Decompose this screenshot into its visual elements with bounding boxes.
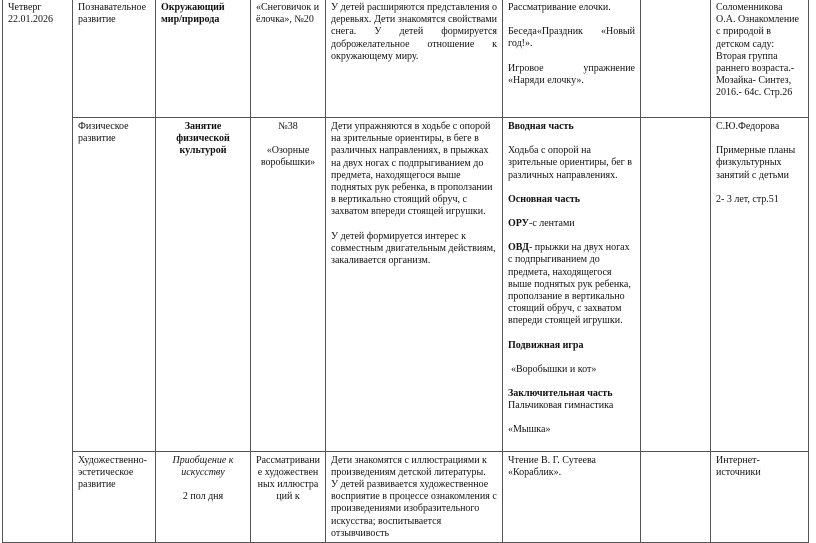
date: 22.01.2026 (8, 14, 53, 26)
topic-number: №38 (278, 121, 298, 132)
work-cell (503, 0, 641, 118)
section-text: Пальчиковая гимнастика (508, 400, 614, 412)
extra-cell (641, 118, 711, 452)
ovd-label: ОВД (508, 242, 529, 254)
ovd-text: - прыжки на двух ногах с подпрыгиванием до предмета, находящегося выше поднятых рук ребенка, проползание в вертикально стоящий обруч, с захватом впереди стоящей игрушки. (508, 242, 631, 327)
section-text: Ходьба с опорой на зрительные ориентиры, бег в различных направлениях. (508, 145, 632, 181)
activity-cell (156, 451, 251, 542)
goal-text: У детей формируется интерес к совместным двигательным действиям, закаливается организм. (331, 230, 496, 267)
section-title: Подвижная игра (508, 339, 584, 351)
work-item: Рассматривание елочки. (508, 2, 611, 13)
activity-title: Приобщение к искусству (172, 454, 234, 478)
source-cell: Соломенникова О.А. Ознакомление с природой в детском саду: Вторая группа раннего возраста.- Мозайка- Синтез, 2016.- 64с. Стр.26 (711, 0, 809, 118)
day-cell (3, 0, 73, 543)
section-text: «Мышка» (508, 424, 551, 436)
work-item: Игровое упражнение «Наряди елочку». (508, 62, 635, 86)
source-line: С.Ю.Федорова (716, 121, 780, 132)
topic-cell: «Снеговичок и ёлочка», №20 (251, 0, 326, 118)
area-cell: Познавательное развитие (73, 0, 156, 118)
work-cell (503, 118, 641, 452)
area-cell: Физическое развитие (73, 118, 156, 452)
section-title: Основная часть (508, 193, 581, 205)
lesson-plan-table (2, 0, 809, 543)
extra-cell (641, 0, 711, 118)
goals-cell (326, 451, 503, 542)
activity-cell: Окружающий мир/природа (156, 0, 251, 118)
activity-time: 2 пол дня (182, 491, 224, 503)
goal-text: У детей расширяются представления о деревьях. Дети знакомятся свойствами снега. У детей формируется доброжелательное отношение к окружающему миру. (331, 2, 497, 62)
oru-text: -с лентами (528, 218, 575, 230)
source-line: 2- 3 лет, стр.51 (716, 193, 779, 205)
section-title: Заключительная часть (508, 388, 613, 400)
topic-cell (251, 118, 326, 452)
topic-cell: Рассматривание художественных иллюстраций к (251, 451, 326, 542)
day: Четверг (8, 2, 42, 13)
source-cell: Интернет-источники (711, 451, 809, 542)
extra-cell (641, 451, 711, 542)
goal-text: У детей развивается художественное восприятие в процессе ознакомления с произведениями изобразительного искусства; воспитывается отзывчивость (331, 479, 497, 539)
goals-cell (326, 0, 503, 118)
goal-text: Дети упражняются в ходьбе с опорой на зрительные ориентиры, в беге в различных направлениях, в прыжках на двух ногах с подпрыгиванием до предмета, находящегося выше поднятых рук ребенка, в проползании в вертикально стоящий обруч, с захватом впереди стоящей игрушки. (331, 121, 493, 218)
game-name: «Воробышки и кот» (511, 363, 597, 375)
area-cell: Художественно-эстетическое развитие (73, 451, 156, 542)
section-title: Вводная часть (508, 121, 574, 132)
goal-text: Дети знакомятся с иллюстрациями к произведениям детской литературы. (331, 454, 487, 478)
goals-cell (326, 118, 503, 452)
table-row (3, 451, 809, 542)
oru-label: ОРУ (508, 218, 529, 230)
source-line: Примерные планы физкультурных занятий с детьми (716, 145, 796, 181)
source-cell (711, 118, 809, 452)
activity-cell: Занятие физической культурой (156, 118, 251, 452)
work-cell: Чтение В. Г. Сутеева «Кораблик». (503, 451, 641, 542)
table-row (3, 118, 809, 452)
work-item: Беседа«Праздник «Новый год!». (508, 26, 635, 50)
table-row (3, 0, 809, 118)
topic-title: «Озорные воробышки» (260, 145, 316, 169)
